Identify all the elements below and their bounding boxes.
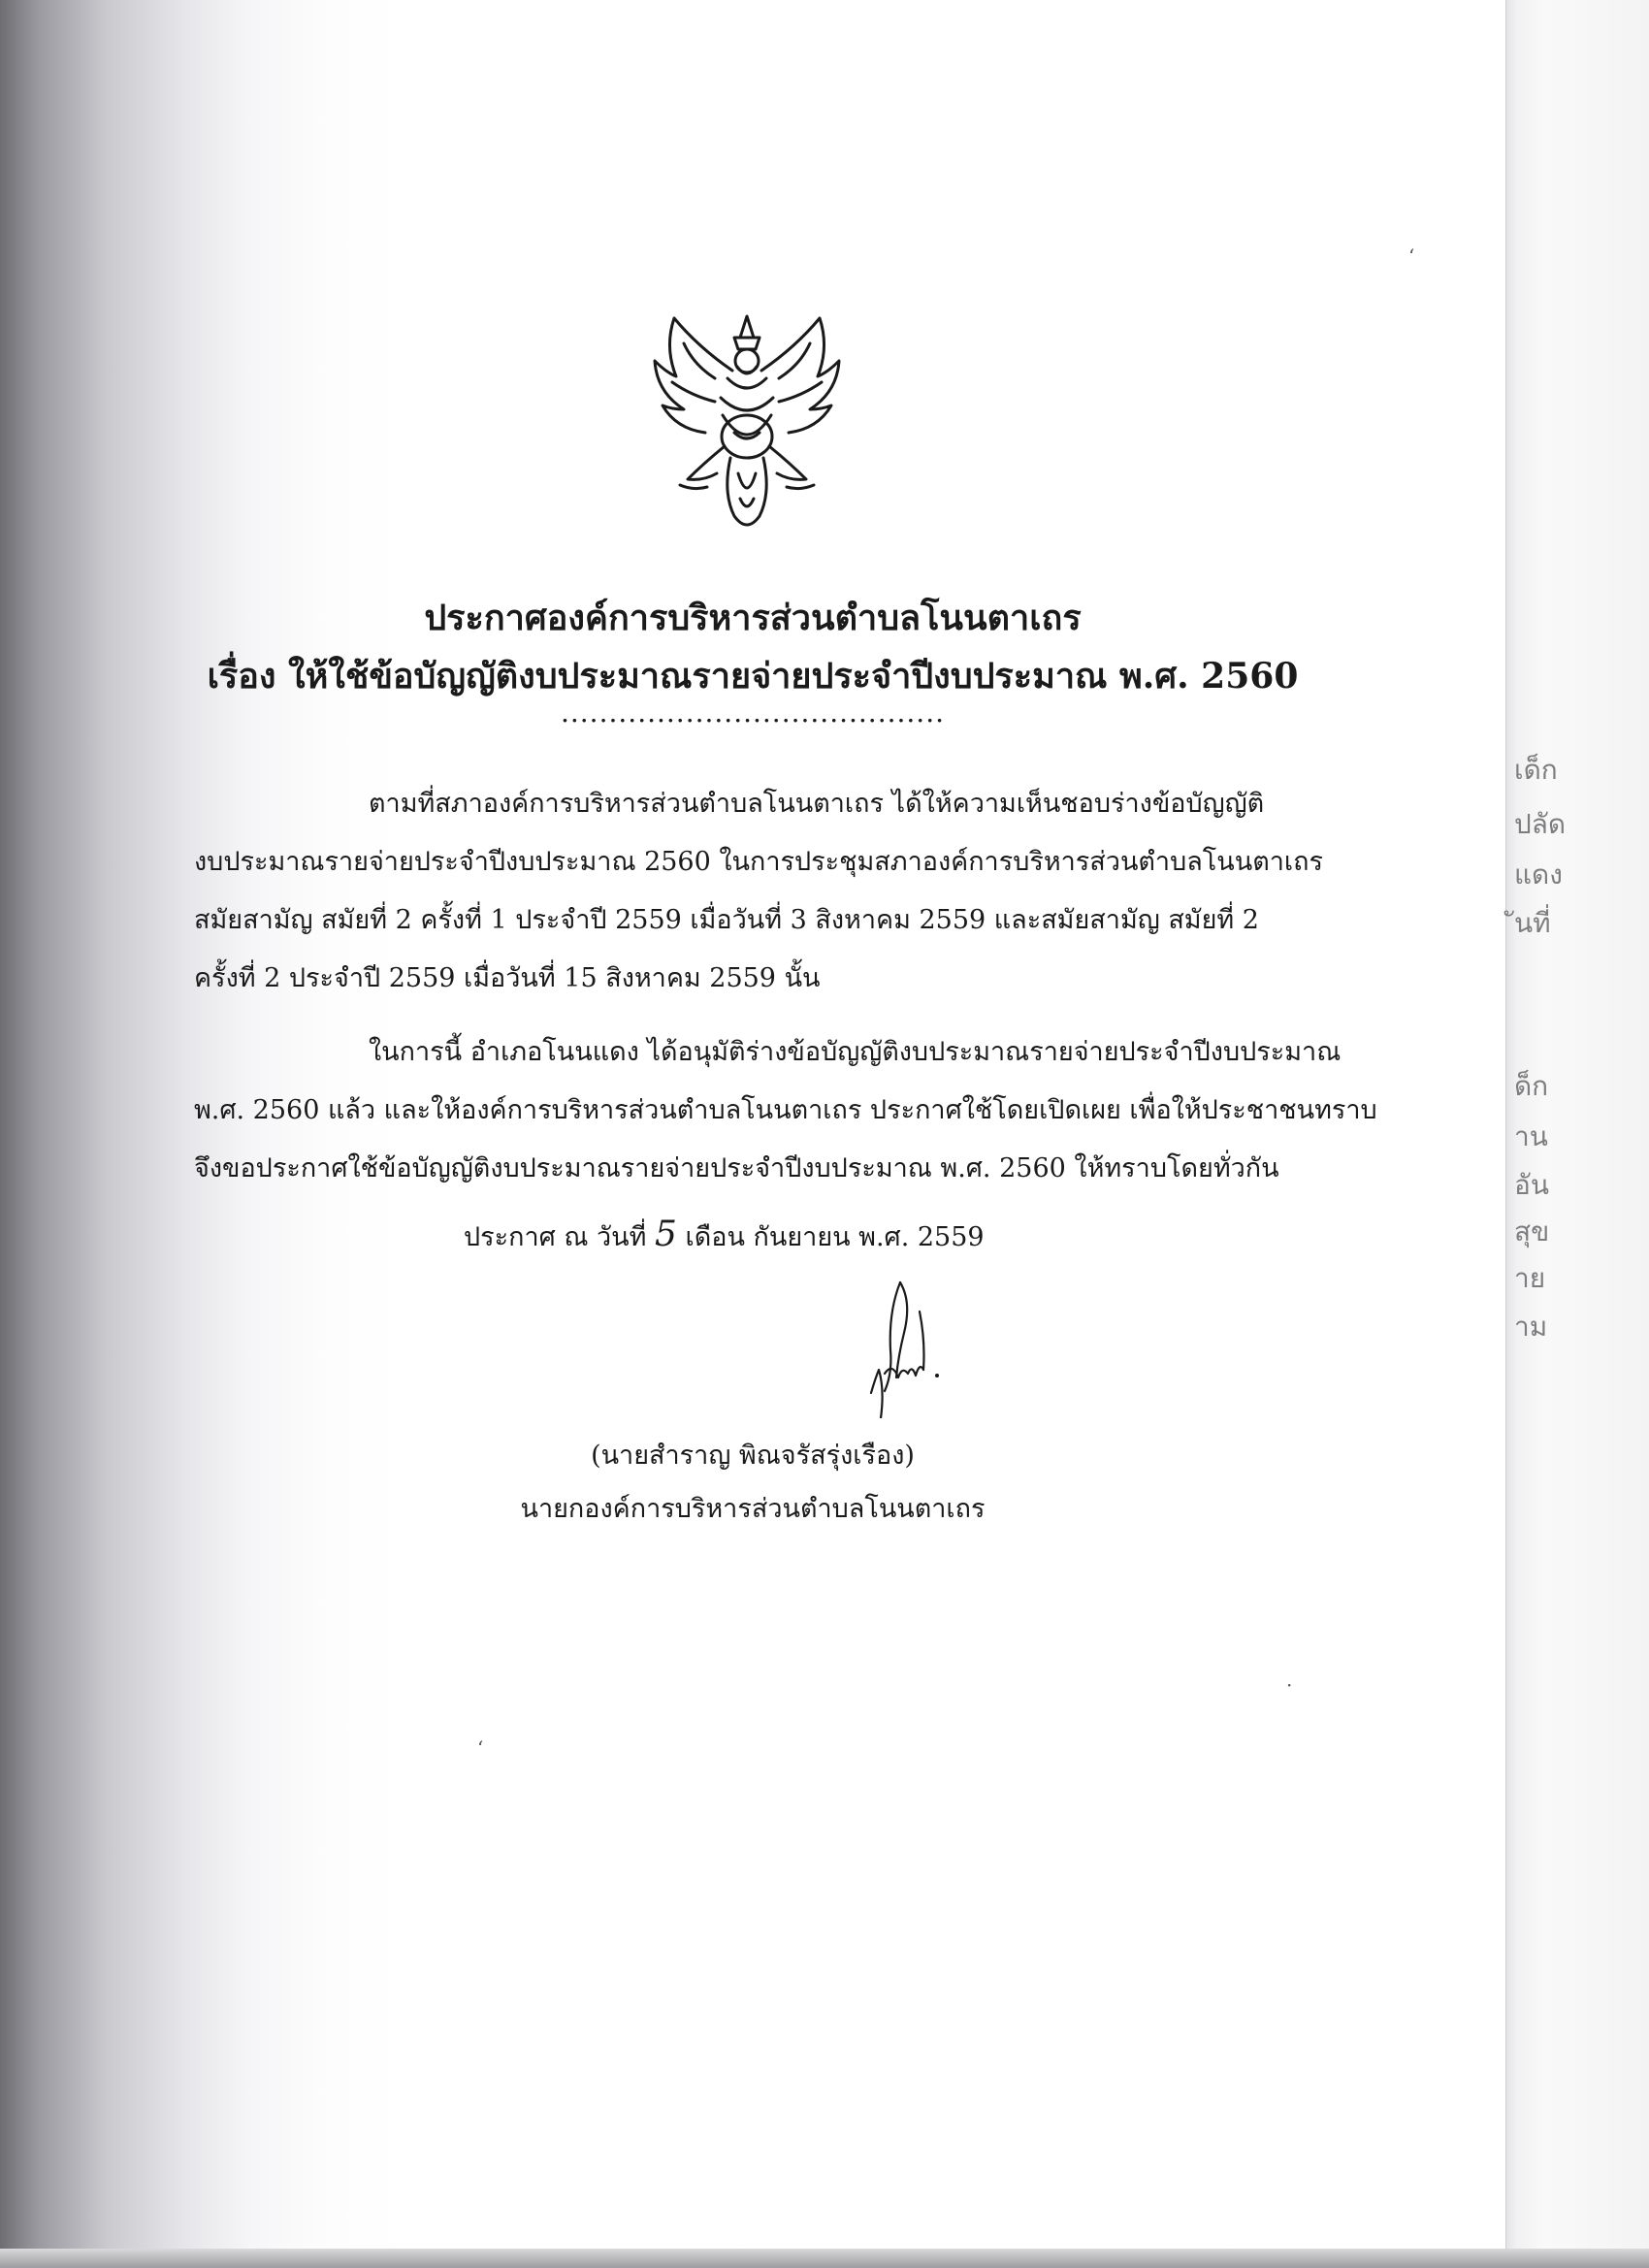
paragraph-1-line: ตามที่สภาองค์การบริหารส่วนตำบลโนนตาเถร ได้ให้ความเห็นชอบร่างข้อบัญญัติ bbox=[369, 789, 1265, 819]
adjacent-page-fragment: าน bbox=[1514, 1120, 1548, 1152]
scan-bottom-edge bbox=[0, 2249, 1649, 2268]
date-prefix: ประกาศ ณ วันที่ bbox=[464, 1222, 647, 1252]
paragraph-2-line: พ.ศ. 2560 แล้ว และให้องค์การบริหารส่วนตำบลโนนตาเถร ประกาศใช้โดยเปิดเผย เพื่อให้ประชาชนทราบ bbox=[194, 1095, 1377, 1125]
scan-speck: ʻ bbox=[1408, 244, 1415, 268]
paragraph-2-line: ในการนี้ อำเภอโนนแดง ได้อนุมัติร่างข้อบัญญัติงบประมาณรายจ่ายประจำปีงบประมาณ bbox=[369, 1037, 1342, 1067]
signer-name: (นายสำราญ พิณจรัสรุ่งเรือง) bbox=[591, 1441, 915, 1471]
adjacent-page-fragment: สุข bbox=[1514, 1215, 1550, 1247]
handwritten-signature bbox=[842, 1273, 958, 1418]
scan-speck: · bbox=[1286, 1673, 1293, 1697]
date-day-handwritten: 5 bbox=[655, 1215, 677, 1254]
paragraph-2-line: จึงขอประกาศใช้ข้อบัญญัติงบประมาณรายจ่ายประจำปีงบประมาณ พ.ศ. 2560 ให้ทราบโดยทั่วกัน bbox=[194, 1153, 1279, 1183]
adjacent-page-edge bbox=[1505, 0, 1649, 2268]
date-suffix: เดือน กันยายน พ.ศ. 2559 bbox=[685, 1222, 985, 1252]
paragraph-1-line: งบประมาณรายจ่ายประจำปีงบประมาณ 2560 ในการประชุมสภาองค์การบริหารส่วนตำบลโนนตาเถร bbox=[194, 847, 1323, 877]
announcement-title: ประกาศองค์การบริหารส่วนตำบลโนนตาเถร bbox=[424, 598, 1082, 638]
adjacent-page-fragment: เด็ก bbox=[1514, 754, 1558, 786]
garuda-emblem-icon bbox=[645, 308, 849, 541]
scan-speck: ʻ bbox=[477, 1736, 484, 1760]
adjacent-page-fragment: แดง bbox=[1514, 859, 1563, 891]
paragraph-1-line: ครั้งที่ 2 ประจำปี 2559 เมื่อวันที่ 15 สิงหาคม 2559 นั้น bbox=[194, 963, 821, 993]
paragraph-1-line: สมัยสามัญ สมัยที่ 2 ครั้งที่ 1 ประจำปี 2559 เมื่อวันที่ 3 สิงหาคม 2559 และสมัยสามัญ สมัยที่ 2 bbox=[194, 905, 1259, 935]
announcement-subject: เรื่อง ให้ใช้ข้อบัญญัติงบประมาณรายจ่ายประจำปีงบประมาณ พ.ศ. 2560 bbox=[207, 656, 1299, 697]
signer-title: นายกองค์การบริหารส่วนตำบลโนนตาเถร bbox=[520, 1494, 986, 1524]
adjacent-page-fragment: ันที่ bbox=[1514, 907, 1551, 939]
adjacent-page-fragment: าม bbox=[1514, 1311, 1548, 1343]
adjacent-page-fragment: อัน bbox=[1514, 1169, 1549, 1201]
separator-dots: ........................................ bbox=[560, 697, 945, 729]
adjacent-page-fragment: าย bbox=[1514, 1262, 1546, 1294]
adjacent-page-fragment: ด็ก bbox=[1514, 1070, 1549, 1102]
announcement-date bbox=[464, 1215, 985, 1257]
adjacent-page-fragment: ปลัด bbox=[1514, 808, 1567, 840]
